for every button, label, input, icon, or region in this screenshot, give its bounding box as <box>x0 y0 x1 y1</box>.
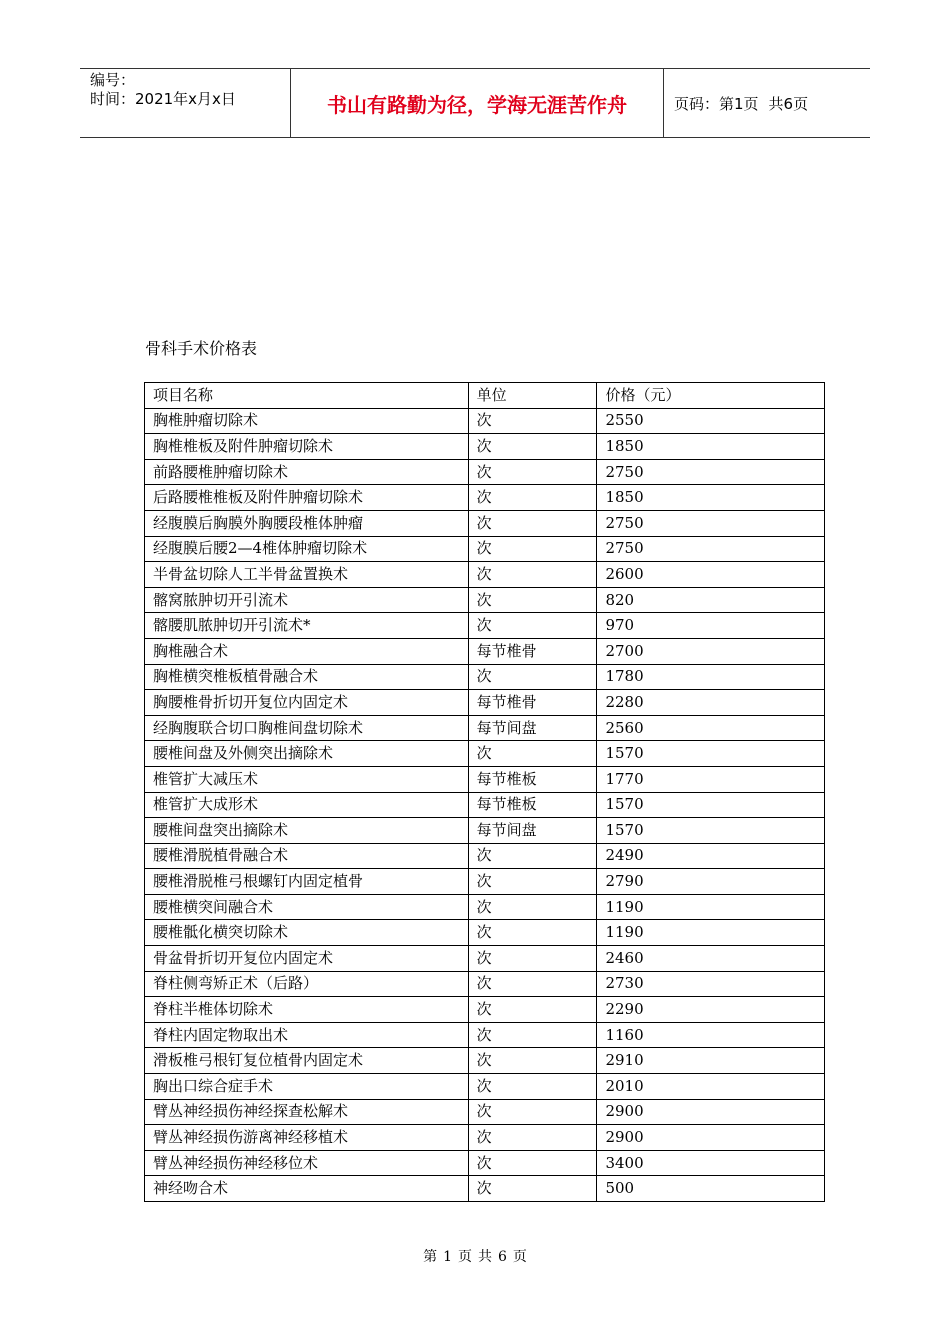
cell-item-name: 经腹膜后胸膜外胸腰段椎体肿瘤 <box>145 510 469 536</box>
cell-price: 2490 <box>597 843 825 869</box>
cell-unit: 次 <box>468 664 597 690</box>
column-header-name: 项目名称 <box>145 383 469 409</box>
cell-unit: 每节椎板 <box>468 766 597 792</box>
cell-price: 1570 <box>597 792 825 818</box>
footer-page-num: 1 <box>443 1249 452 1265</box>
table-row <box>145 869 825 895</box>
cell-item-name: 经胸腹联合切口胸椎间盘切除术 <box>145 715 469 741</box>
cell-item-name: 半骨盆切除人工半骨盆置换术 <box>145 562 469 588</box>
cell-item-name: 腰椎骶化横突切除术 <box>145 920 469 946</box>
cell-unit: 次 <box>468 1099 597 1125</box>
cell-price: 3400 <box>597 1150 825 1176</box>
table-row <box>145 434 825 460</box>
cell-price: 1190 <box>597 894 825 920</box>
cell-item-name: 前路腰椎肿瘤切除术 <box>145 459 469 485</box>
cell-unit: 次 <box>468 1048 597 1074</box>
cell-price: 1780 <box>597 664 825 690</box>
table-row <box>145 766 825 792</box>
cell-item-name: 髂腰肌脓肿切开引流术* <box>145 613 469 639</box>
page-title: 骨科手术价格表 <box>145 339 258 358</box>
header-motto: 书山有路勤为径，学海无涯苦作舟 <box>290 69 664 137</box>
table-row <box>145 1048 825 1074</box>
cell-unit: 次 <box>468 843 597 869</box>
footer-total-word: 页 <box>512 1249 527 1265</box>
cell-unit: 次 <box>468 613 597 639</box>
cell-unit: 次 <box>468 1074 597 1100</box>
table-row <box>145 843 825 869</box>
cell-item-name: 髂窝脓肿切开引流术 <box>145 587 469 613</box>
table-row <box>145 613 825 639</box>
cell-unit: 次 <box>468 997 597 1023</box>
cell-item-name: 脊柱侧弯矫正术（后路） <box>145 971 469 997</box>
cell-item-name: 胸椎椎板及附件肿瘤切除术 <box>145 434 469 460</box>
footer-page-word: 页 <box>458 1249 472 1265</box>
cell-price: 970 <box>597 613 825 639</box>
table-row <box>145 818 825 844</box>
table-row <box>145 971 825 997</box>
cell-price: 2910 <box>597 1048 825 1074</box>
cell-unit: 次 <box>468 1176 597 1202</box>
cell-price: 1190 <box>597 920 825 946</box>
cell-unit: 次 <box>468 1022 597 1048</box>
cell-price: 2900 <box>597 1125 825 1151</box>
table-row <box>145 792 825 818</box>
column-header-price: 价格（元） <box>597 383 825 409</box>
table-row <box>145 997 825 1023</box>
table-row <box>145 485 825 511</box>
footer-total-num: 6 <box>498 1249 507 1265</box>
cell-unit: 次 <box>468 920 597 946</box>
cell-item-name: 腰椎横突间融合术 <box>145 894 469 920</box>
cell-price: 2750 <box>597 536 825 562</box>
table-row <box>145 715 825 741</box>
footer-page-prefix: 第 <box>423 1249 438 1265</box>
table-row <box>145 1099 825 1125</box>
cell-price: 1770 <box>597 766 825 792</box>
cell-unit: 次 <box>468 408 597 434</box>
header-meta <box>80 69 290 137</box>
cell-unit: 次 <box>468 946 597 972</box>
table-body <box>145 408 825 1201</box>
cell-price: 2730 <box>597 971 825 997</box>
table-row <box>145 664 825 690</box>
cell-item-name: 胸椎肿瘤切除术 <box>145 408 469 434</box>
cell-unit: 次 <box>468 741 597 767</box>
cell-price: 2010 <box>597 1074 825 1100</box>
time-label: 时间：2021年x月x日 <box>90 90 236 108</box>
cell-unit: 次 <box>468 971 597 997</box>
cell-item-name: 神经吻合术 <box>145 1176 469 1202</box>
cell-item-name: 腰椎间盘及外侧突出摘除术 <box>145 741 469 767</box>
cell-item-name: 腰椎滑脱椎弓根螺钉内固定植骨 <box>145 869 469 895</box>
cell-unit: 每节间盘 <box>468 715 597 741</box>
cell-unit: 次 <box>468 562 597 588</box>
cell-price: 2560 <box>597 715 825 741</box>
column-header-unit: 单位 <box>468 383 597 409</box>
table-row <box>145 1022 825 1048</box>
cell-unit: 次 <box>468 869 597 895</box>
cell-price: 500 <box>597 1176 825 1202</box>
cell-item-name: 臂丛神经损伤神经探查松解术 <box>145 1099 469 1125</box>
cell-unit: 每节椎板 <box>468 792 597 818</box>
cell-price: 2460 <box>597 946 825 972</box>
cell-item-name: 胸椎融合术 <box>145 638 469 664</box>
cell-item-name: 椎管扩大减压术 <box>145 766 469 792</box>
cell-price: 820 <box>597 587 825 613</box>
cell-price: 1850 <box>597 434 825 460</box>
cell-unit: 次 <box>468 459 597 485</box>
table-row <box>145 638 825 664</box>
table-row <box>145 587 825 613</box>
cell-unit: 次 <box>468 485 597 511</box>
cell-unit: 次 <box>468 587 597 613</box>
cell-item-name: 臂丛神经损伤游离神经移植术 <box>145 1125 469 1151</box>
cell-item-name: 腰椎滑脱植骨融合术 <box>145 843 469 869</box>
cell-price: 1850 <box>597 485 825 511</box>
table-row <box>145 408 825 434</box>
cell-item-name: 后路腰椎椎板及附件肿瘤切除术 <box>145 485 469 511</box>
cell-item-name: 脊柱半椎体切除术 <box>145 997 469 1023</box>
table-row <box>145 1074 825 1100</box>
cell-item-name: 骨盆骨折切开复位内固定术 <box>145 946 469 972</box>
table-row <box>145 946 825 972</box>
cell-price: 2600 <box>597 562 825 588</box>
cell-price: 2750 <box>597 459 825 485</box>
price-table <box>144 382 825 1202</box>
number-label: 编号： <box>90 71 136 89</box>
table-row <box>145 1125 825 1151</box>
cell-price: 1160 <box>597 1022 825 1048</box>
table-row <box>145 894 825 920</box>
cell-unit: 每节椎骨 <box>468 690 597 716</box>
header-page-info <box>664 69 870 137</box>
page-label: 页码：第1页 <box>674 94 759 113</box>
total-label: 共6页 <box>768 94 809 113</box>
cell-item-name: 臂丛神经损伤神经移位术 <box>145 1150 469 1176</box>
cell-item-name: 胸椎横突椎板植骨融合术 <box>145 664 469 690</box>
table-row <box>145 459 825 485</box>
cell-item-name: 经腹膜后腰2—4椎体肿瘤切除术 <box>145 536 469 562</box>
cell-item-name: 腰椎间盘突出摘除术 <box>145 818 469 844</box>
cell-unit: 每节间盘 <box>468 818 597 844</box>
cell-unit: 次 <box>468 434 597 460</box>
table-row <box>145 536 825 562</box>
table-row <box>145 690 825 716</box>
footer-total-prefix: 共 <box>478 1249 492 1265</box>
cell-price: 2550 <box>597 408 825 434</box>
cell-item-name: 胸出口综合症手术 <box>145 1074 469 1100</box>
cell-unit: 次 <box>468 1150 597 1176</box>
cell-unit: 次 <box>468 536 597 562</box>
table-row <box>145 741 825 767</box>
table-row <box>145 1176 825 1202</box>
document-header <box>80 68 870 138</box>
cell-item-name: 椎管扩大成形术 <box>145 792 469 818</box>
table-row <box>145 1150 825 1176</box>
cell-price: 2900 <box>597 1099 825 1125</box>
cell-price: 2790 <box>597 869 825 895</box>
cell-price: 2290 <box>597 997 825 1023</box>
page-footer <box>0 1246 950 1266</box>
cell-price: 2750 <box>597 510 825 536</box>
cell-item-name: 脊柱内固定物取出术 <box>145 1022 469 1048</box>
cell-price: 1570 <box>597 818 825 844</box>
table-row <box>145 562 825 588</box>
cell-unit: 次 <box>468 894 597 920</box>
cell-unit: 每节椎骨 <box>468 638 597 664</box>
table-row <box>145 920 825 946</box>
cell-item-name: 胸腰椎骨折切开复位内固定术 <box>145 690 469 716</box>
cell-price: 1570 <box>597 741 825 767</box>
cell-item-name: 滑板椎弓根钉复位植骨内固定术 <box>145 1048 469 1074</box>
cell-price: 2700 <box>597 638 825 664</box>
table-row <box>145 510 825 536</box>
cell-price: 2280 <box>597 690 825 716</box>
cell-unit: 次 <box>468 1125 597 1151</box>
table-header-row <box>145 383 825 409</box>
cell-unit: 次 <box>468 510 597 536</box>
